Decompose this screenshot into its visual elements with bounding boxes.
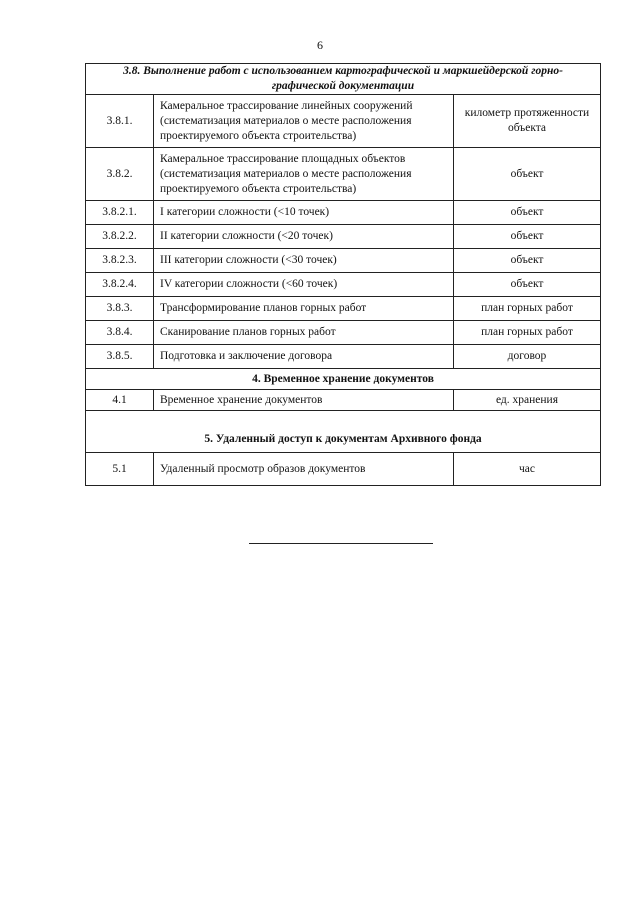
- row-number: 3.8.2.4.: [86, 273, 154, 297]
- table-row: [86, 225, 601, 249]
- row-name: IV категории сложности (<60 точек): [154, 273, 454, 297]
- row-number: 3.8.3.: [86, 297, 154, 321]
- row-name: Трансформирование планов горных работ: [154, 297, 454, 321]
- row-name: Удаленный просмотр образов документов: [154, 453, 454, 486]
- section-header-row: [86, 411, 601, 453]
- table-row: [86, 201, 601, 225]
- table-row: [86, 95, 601, 148]
- row-unit: объект: [454, 273, 601, 297]
- row-unit: объект: [454, 225, 601, 249]
- table-row: [86, 273, 601, 297]
- row-unit: километр протяженности объекта: [454, 95, 601, 148]
- row-name: Подготовка и заключение договора: [154, 345, 454, 369]
- row-unit: час: [454, 453, 601, 486]
- row-number: 4.1: [86, 390, 154, 411]
- section-title: 5. Удаленный доступ к документам Архивного фонда: [86, 411, 601, 453]
- table-row: [86, 249, 601, 273]
- row-unit: план горных работ: [454, 297, 601, 321]
- row-unit: ед. хранения: [454, 390, 601, 411]
- table-row: [86, 345, 601, 369]
- row-name: Сканирование планов горных работ: [154, 321, 454, 345]
- row-name: III категории сложности (<30 точек): [154, 249, 454, 273]
- row-unit: договор: [454, 345, 601, 369]
- row-unit: объект: [454, 148, 601, 201]
- table-row: [86, 321, 601, 345]
- section-title: 3.8. Выполнение работ с использованием картографической и маркшейдерской горно-графической документации: [86, 64, 601, 95]
- row-name: Камеральное трассирование площадных объектов (систематизация материалов о месте расположения проектируемого объекта строительства): [154, 148, 454, 201]
- section-header-row: [86, 369, 601, 390]
- row-unit: объект: [454, 249, 601, 273]
- footer-divider: [249, 543, 433, 544]
- section-title: 4. Временное хранение документов: [86, 369, 601, 390]
- row-name: II категории сложности (<20 точек): [154, 225, 454, 249]
- page-number: 6: [317, 38, 323, 52]
- row-number: 3.8.2.2.: [86, 225, 154, 249]
- row-unit: объект: [454, 201, 601, 225]
- row-number: 3.8.4.: [86, 321, 154, 345]
- row-number: 3.8.5.: [86, 345, 154, 369]
- tariff-table: [85, 63, 601, 486]
- section-header-row: [86, 64, 601, 95]
- table-row: [86, 297, 601, 321]
- row-name: I категории сложности (<10 точек): [154, 201, 454, 225]
- row-name: Временное хранение документов: [154, 390, 454, 411]
- row-unit: план горных работ: [454, 321, 601, 345]
- row-number: 3.8.2.3.: [86, 249, 154, 273]
- table-row: [86, 390, 601, 411]
- table-row: [86, 453, 601, 486]
- row-number: 3.8.2.: [86, 148, 154, 201]
- row-number: 3.8.1.: [86, 95, 154, 148]
- row-number: 5.1: [86, 453, 154, 486]
- row-name: Камеральное трассирование линейных сооружений (систематизация материалов о месте расположения проектируемого объекта строительства): [154, 95, 454, 148]
- row-number: 3.8.2.1.: [86, 201, 154, 225]
- table-row: [86, 148, 601, 201]
